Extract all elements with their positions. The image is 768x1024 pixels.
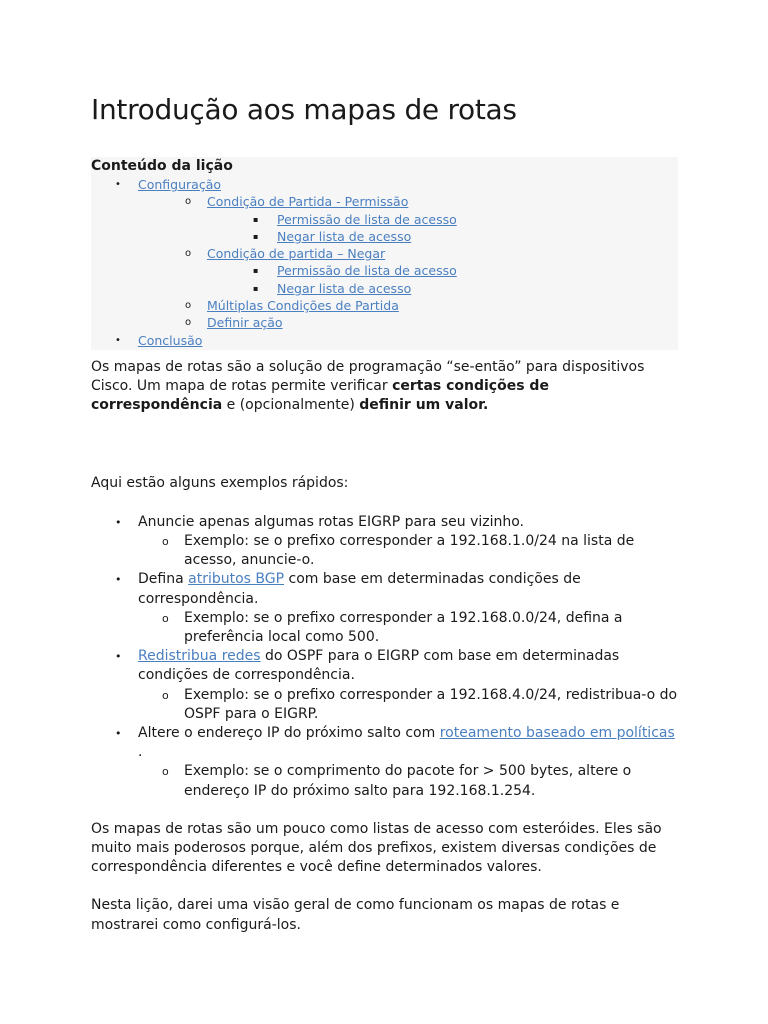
list-item xyxy=(91,647,681,724)
document-page xyxy=(91,90,681,935)
lesson-contents-list xyxy=(91,176,678,349)
list-item xyxy=(91,724,681,801)
toc-link[interactable]: Condição de partida – Negar xyxy=(207,246,386,262)
example-4-detail: Exemplo: se o comprimento do pacote for > 500 bytes, altere o endereço IP do próximo salto para 192.168.1.254. xyxy=(184,763,632,799)
toc-link[interactable]: Negar lista de acesso xyxy=(277,280,412,296)
square-bullet-icon: ▪ xyxy=(253,214,259,224)
examples-list xyxy=(91,513,681,801)
example-4-text-pre: Altere o endereço IP do próximo salto com xyxy=(138,725,440,742)
toc-link[interactable]: Permissão de lista de acesso xyxy=(277,211,457,227)
square-bullet-icon: ▪ xyxy=(253,231,259,241)
toc-item xyxy=(91,262,678,279)
circle-bullet-icon: o xyxy=(162,611,169,625)
toc-item xyxy=(91,332,678,349)
bullet-icon: • xyxy=(115,727,122,741)
square-bullet-icon: ▪ xyxy=(253,283,259,293)
circle-bullet-icon: o xyxy=(162,765,169,779)
list-item xyxy=(138,762,681,800)
policy-based-routing-link[interactable]: roteamento baseado em políticas xyxy=(439,725,675,742)
toc-link[interactable]: Negar lista de acesso xyxy=(277,228,412,244)
body-paragraph: Os mapas de rotas são um pouco como listas de acesso com esteróides. Eles são muito mais poderosos porque, além dos prefixos, existem diversas condições de correspondência diferentes e você define determinados valores. xyxy=(91,820,662,876)
spacer xyxy=(91,416,681,474)
toc-link[interactable]: Múltiplas Condições de Partida xyxy=(207,298,399,314)
bullet-icon: • xyxy=(115,179,121,190)
circle-bullet-icon: o xyxy=(185,317,192,329)
intro-paragraph xyxy=(91,358,681,416)
toc-link[interactable]: Conclusão xyxy=(138,332,203,348)
bullet-icon: • xyxy=(115,334,121,346)
lesson-contents-heading: Conteúdo da lição xyxy=(91,158,233,174)
example-2-detail: Exemplo: se o prefixo corresponder a 192.168.0.0/24, defina a preferência local como 500. xyxy=(184,609,623,645)
circle-bullet-icon: o xyxy=(185,248,192,260)
toc-item xyxy=(91,245,678,262)
bullet-icon: • xyxy=(115,515,122,529)
intro-text-1: Os mapas de rotas são a solução de programação “se-então” para dispositivos Cisco. Um mapa de rotas permite verificar xyxy=(91,358,645,395)
intro-bold-1: certas condições de correspondência xyxy=(91,378,549,414)
example-4-text-post: . xyxy=(138,744,143,761)
square-bullet-icon: ▪ xyxy=(253,266,259,276)
toc-item xyxy=(91,314,678,331)
example-3-text-post: do OSPF para o EIGRP com base em determinadas condições de correspondência. xyxy=(138,648,620,684)
bullet-icon: • xyxy=(115,650,122,664)
toc-item xyxy=(91,176,678,193)
list-item xyxy=(91,570,681,647)
circle-bullet-icon: o xyxy=(185,300,192,312)
toc-link[interactable]: Permissão de lista de acesso xyxy=(277,263,457,279)
toc-item xyxy=(91,280,678,297)
toc-item xyxy=(91,211,678,228)
intro-bold-2: definir um valor. xyxy=(359,397,489,414)
list-item xyxy=(138,609,681,647)
intro-text-2: e (opcionalmente) xyxy=(222,397,360,414)
toc-item xyxy=(91,297,678,314)
bullet-icon: • xyxy=(115,573,122,587)
toc-item xyxy=(91,193,678,210)
toc-link[interactable]: Configuração xyxy=(138,177,222,192)
lesson-contents-box xyxy=(91,157,678,350)
example-1-text: Anuncie apenas algumas rotas EIGRP para seu vizinho. xyxy=(138,513,524,530)
example-2-text-post: com base em determinadas condições de correspondência. xyxy=(138,571,581,607)
toc-item xyxy=(91,228,678,245)
bgp-attributes-link[interactable]: atributos BGP xyxy=(188,571,285,588)
body-paragraph: Nesta lição, darei uma visão geral de como funcionam os mapas de rotas e mostrarei como configurá-los. xyxy=(91,897,620,933)
example-2-text-pre: Defina xyxy=(138,571,189,588)
list-item xyxy=(138,686,681,724)
redistribute-networks-link[interactable]: Redistribua redes xyxy=(138,648,261,665)
example-1-detail: Exemplo: se o prefixo corresponder a 192.168.1.0/24 na lista de acesso, anuncie-o. xyxy=(184,532,635,569)
examples-heading: Aqui estão alguns exemplos rápidos: xyxy=(91,474,349,491)
list-item xyxy=(138,532,681,570)
toc-link[interactable]: Condição de Partida - Permissão xyxy=(207,194,409,210)
circle-bullet-icon: o xyxy=(162,534,169,548)
example-3-detail: Exemplo: se o prefixo corresponder a 192.168.4.0/24, redistribua-o do OSPF para o EIGRP. xyxy=(184,686,678,722)
toc-link[interactable]: Definir ação xyxy=(207,315,283,331)
page-title: Introdução aos mapas de rotas xyxy=(91,93,517,126)
list-item xyxy=(91,513,681,571)
circle-bullet-icon: o xyxy=(162,688,169,702)
circle-bullet-icon: o xyxy=(185,196,192,208)
